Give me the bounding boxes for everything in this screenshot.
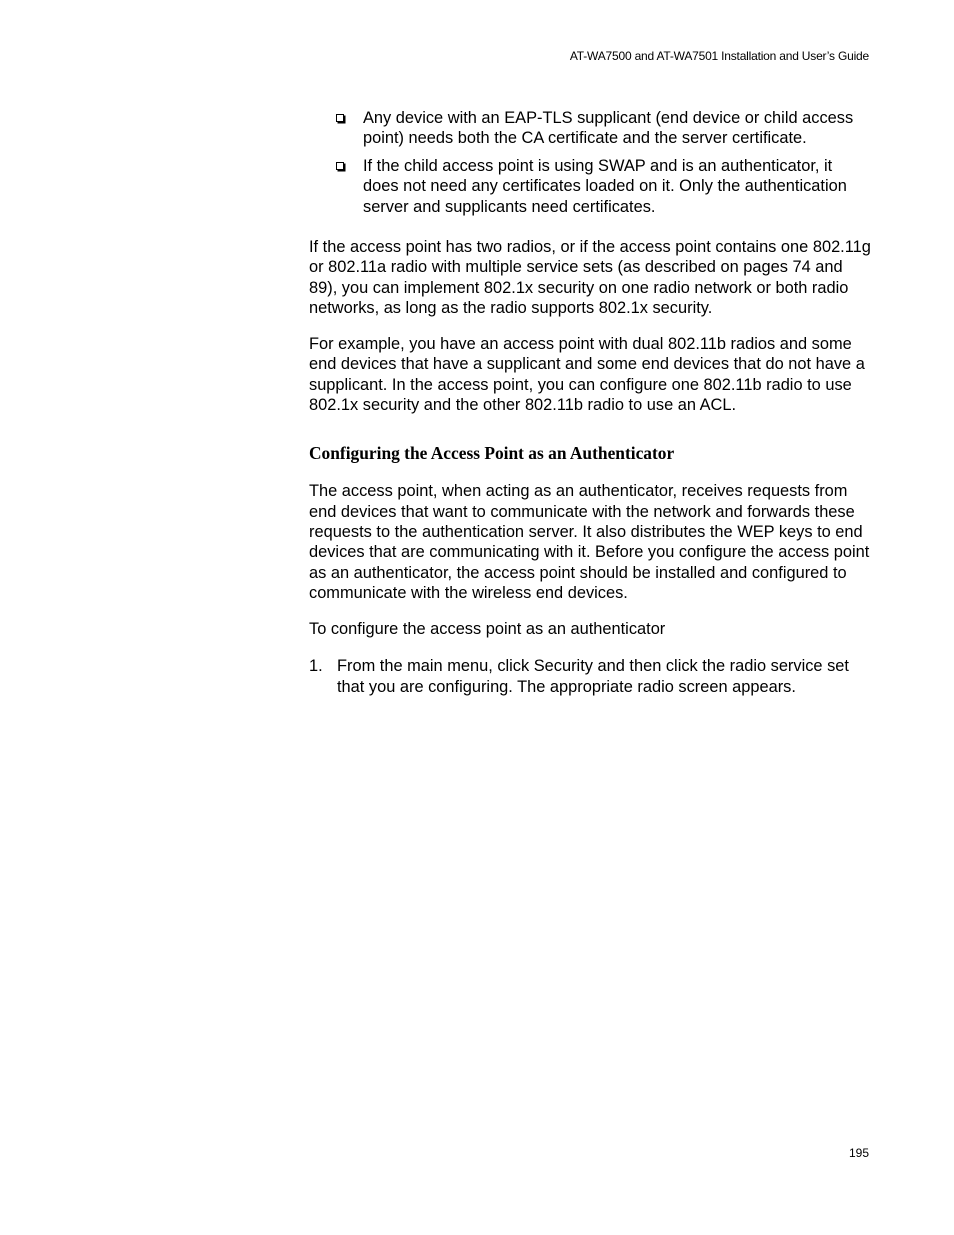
bullet-text: If the child access point is using SWAP and is an authenticator, it does not need any certificates loaded on it. Only the authentication server and supplicants need certificates. bbox=[363, 157, 847, 216]
step-text: From the main menu, click Security and then click the radio service set that you are configuring. The appropriate radio screen appears. bbox=[337, 657, 849, 696]
running-header: AT-WA7500 and AT-WA7501 Installation and User’s Guide bbox=[569, 49, 869, 63]
paragraph-example: For example, you have an access point with dual 802.11b radios and some end devices that have a supplicant and some end devices that do not have a supplicant. In the access point, you can configure one 802.11b radio to use 802.1x security and the other 802.11b radio to use an ACL. bbox=[309, 335, 865, 415]
checkbox-square-icon bbox=[336, 162, 344, 170]
section-heading: Configuring the Access Point as an Authenticator bbox=[309, 443, 675, 464]
checkbox-square-icon bbox=[336, 114, 344, 122]
page-content bbox=[309, 108, 871, 697]
paragraph-radios: If the access point has two radios, or if the access point contains one 802.11g or 802.11a radio with multiple service sets (as described on pages 74 and 89), you can implement 802.1x security on one radio network or both radio networks, as long as the radio supports 802.1x security. bbox=[309, 237, 871, 317]
procedure-lead-in: To configure the access point as an authenticator bbox=[309, 620, 666, 639]
bullet-item bbox=[363, 108, 871, 149]
step-number: 1. bbox=[309, 657, 323, 676]
paragraph-intro: The access point, when acting as an authenticator, receives requests from end devices that want to communicate with the network and forwards these requests to the authentication server. It also distributes the WEP keys to end devices that are communicating with it. Before you configure the access point as an authenticator, the access point should be installed and configured to communicate with the wireless end devices. bbox=[309, 482, 870, 602]
page-number: 195 bbox=[848, 1146, 869, 1160]
bullet-item bbox=[363, 156, 871, 217]
bullet-list bbox=[309, 108, 871, 217]
bullet-text: Any device with an EAP-TLS supplicant (end device or child access point) needs both the CA certificate and the server certificate. bbox=[363, 109, 854, 148]
procedure-steps bbox=[309, 656, 871, 697]
procedure-step bbox=[309, 656, 871, 697]
